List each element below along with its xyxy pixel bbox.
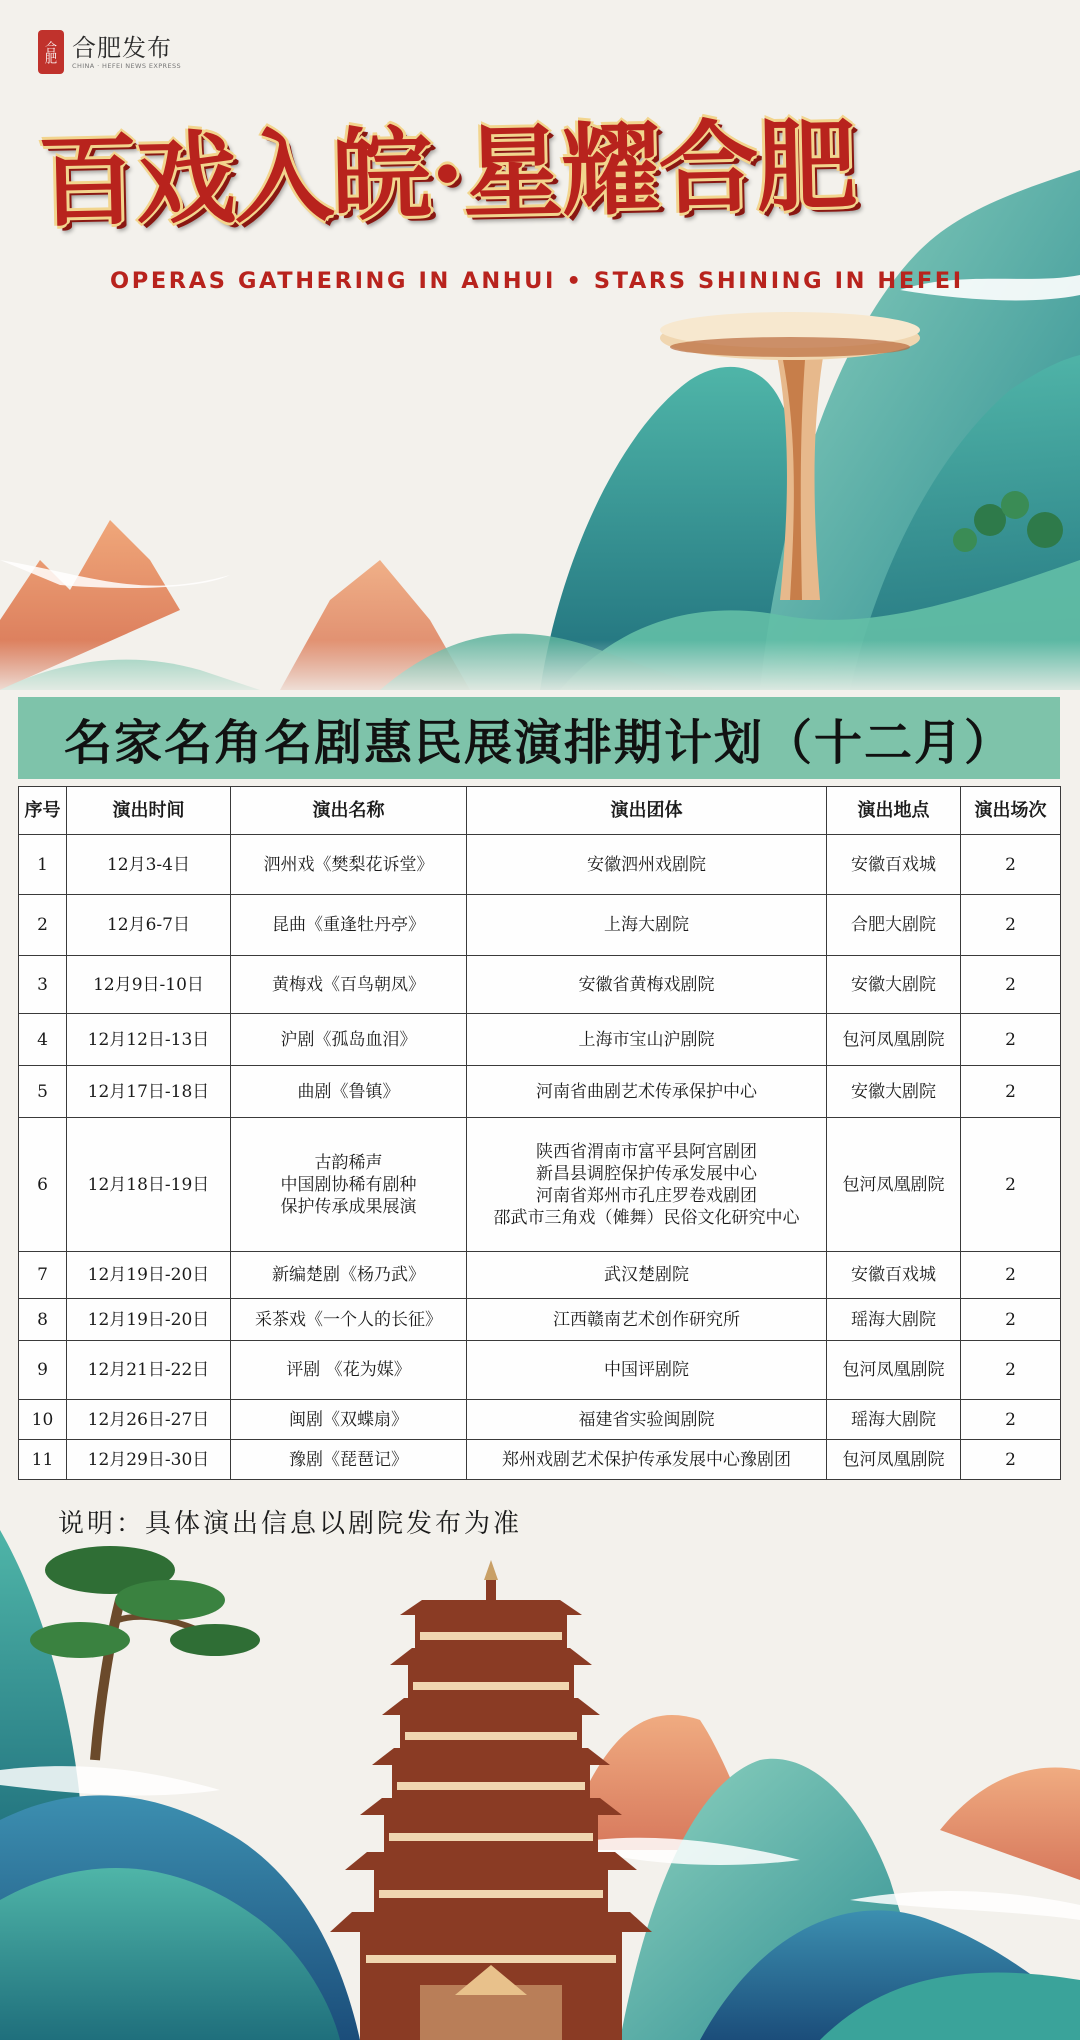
cell-venue: 包河凤凰剧院	[827, 1118, 961, 1252]
cell-venue: 安徽百戏城	[827, 835, 961, 895]
cell-time: 12月6-7日	[67, 895, 231, 956]
cell-name-line: 沪剧《孤岛血泪》	[280, 1029, 417, 1050]
cell-name-line: 保护传承成果展演	[280, 1196, 417, 1217]
cell-name-line: 采茶戏《一个人的长征》	[255, 1309, 442, 1330]
cell-name-line: 泗州戏《樊梨花诉堂》	[263, 854, 434, 875]
table-row	[19, 895, 1061, 956]
cell-troupe-line: 江西赣南艺术创作研究所	[553, 1309, 740, 1330]
schedule-title: 名家名角名剧惠民展演排期计划（十二月）	[63, 714, 1014, 771]
header-no: 序号	[19, 787, 67, 835]
cell-count: 2	[961, 1440, 1061, 1480]
table-row	[19, 1341, 1061, 1400]
cell-name	[231, 1400, 467, 1440]
cell-troupe-line: 郑州戏剧艺术保护传承发展中心豫剧团	[502, 1449, 791, 1470]
cell-troupe-line: 上海大剧院	[604, 915, 689, 935]
cell-name-line: 曲剧《鲁镇》	[297, 1081, 400, 1102]
cell-venue: 安徽百戏城	[827, 1252, 961, 1299]
cell-no: 6	[19, 1118, 67, 1252]
cell-troupe	[467, 1341, 827, 1400]
cell-name	[231, 1440, 467, 1480]
cell-no: 8	[19, 1299, 67, 1341]
cell-count: 2	[961, 1252, 1061, 1299]
cell-name	[231, 1014, 467, 1066]
cell-time: 12月19日-20日	[67, 1252, 231, 1299]
cell-no: 9	[19, 1341, 67, 1400]
cell-name-line: 古韵稀声	[314, 1152, 383, 1173]
cell-no: 10	[19, 1400, 67, 1440]
cell-troupe-line: 福建省实验闽剧院	[578, 1409, 715, 1430]
cell-troupe-line: 河南省郑州市孔庄罗卷戏剧团	[536, 1185, 757, 1206]
cell-time: 12月21日-22日	[67, 1341, 231, 1400]
header-troupe: 演出团体	[467, 787, 827, 835]
cell-troupe	[467, 1400, 827, 1440]
top-mountains	[0, 170, 1080, 690]
cell-count: 2	[961, 1014, 1061, 1066]
cell-count: 2	[961, 1066, 1061, 1118]
cell-name	[231, 1118, 467, 1252]
schedule-table-body	[19, 835, 1061, 1480]
table-row	[19, 1440, 1061, 1480]
cell-venue: 瑶海大剧院	[827, 1400, 961, 1440]
cell-troupe	[467, 1066, 827, 1118]
cell-venue: 包河凤凰剧院	[827, 1341, 961, 1400]
table-row	[19, 1299, 1061, 1341]
cell-name	[231, 1341, 467, 1400]
cell-name-line: 评剧 《花为媒》	[286, 1360, 411, 1380]
cell-name	[231, 1252, 467, 1299]
logo-seal-icon	[38, 30, 64, 74]
cell-time: 12月3-4日	[67, 835, 231, 895]
english-subtitle: OPERAS GATHERING IN ANHUI • STARS SHINING IN HEFEI	[110, 268, 964, 294]
header-time: 演出时间	[67, 787, 231, 835]
cell-venue: 包河凤凰剧院	[827, 1440, 961, 1480]
cell-count: 2	[961, 1299, 1061, 1341]
cell-troupe	[467, 1014, 827, 1066]
cell-venue: 安徽大剧院	[827, 1066, 961, 1118]
cell-count: 2	[961, 956, 1061, 1014]
table-row	[19, 1252, 1061, 1299]
cell-troupe-line: 武汉楚剧院	[604, 1265, 689, 1285]
cell-venue: 包河凤凰剧院	[827, 1014, 961, 1066]
cell-troupe	[467, 895, 827, 956]
cell-time: 12月26日-27日	[67, 1400, 231, 1440]
footnote: 说明：具体演出信息以剧院发布为准	[58, 1509, 523, 1539]
cell-troupe-line: 安徽省黄梅戏剧院	[578, 974, 715, 995]
table-row	[19, 1066, 1061, 1118]
table-row	[19, 1118, 1061, 1252]
cell-time: 12月29日-30日	[67, 1440, 231, 1480]
cell-troupe-line: 中国评剧院	[604, 1360, 689, 1380]
cell-troupe-line: 陕西省渭南市富平县阿宫剧团	[536, 1141, 757, 1162]
table-header-row	[19, 787, 1061, 835]
cell-count: 2	[961, 835, 1061, 895]
cell-name-line: 中国剧协稀有剧种	[280, 1174, 417, 1195]
header-count: 演出场次	[961, 787, 1061, 835]
cell-name-line: 昆曲《重逢牡丹亭》	[272, 915, 425, 935]
cell-count: 2	[961, 1341, 1061, 1400]
cell-count: 2	[961, 895, 1061, 956]
cell-name	[231, 895, 467, 956]
cell-time: 12月19日-20日	[67, 1299, 231, 1341]
cell-troupe-line: 邵武市三角戏（傩舞）民俗文化研究中心	[493, 1207, 800, 1228]
cell-troupe-line: 河南省曲剧艺术传承保护中心	[536, 1081, 757, 1102]
cell-no: 7	[19, 1252, 67, 1299]
cell-troupe	[467, 835, 827, 895]
cell-troupe	[467, 1299, 827, 1341]
hefei-fabu-logo	[38, 30, 181, 74]
cell-time: 12月12日-13日	[67, 1014, 231, 1066]
cell-name-line: 闽剧《双蝶扇》	[289, 1409, 408, 1430]
cell-troupe-line: 安徽泗州戏剧院	[587, 854, 706, 875]
table-row	[19, 1014, 1061, 1066]
cell-troupe-line: 新昌县调腔保护传承发展中心	[536, 1163, 757, 1184]
cell-no: 2	[19, 895, 67, 956]
cell-no: 5	[19, 1066, 67, 1118]
cell-name	[231, 1299, 467, 1341]
cell-no: 1	[19, 835, 67, 895]
table-row	[19, 956, 1061, 1014]
cell-troupe	[467, 1440, 827, 1480]
logo-subtitle: CHINA · HEFEI NEWS EXPRESS	[72, 62, 182, 70]
cell-name	[231, 1066, 467, 1118]
cell-time: 12月18日-19日	[67, 1118, 231, 1252]
cell-troupe	[467, 1118, 827, 1252]
cell-time: 12月17日-18日	[67, 1066, 231, 1118]
cell-venue: 安徽大剧院	[827, 956, 961, 1014]
cell-count: 2	[961, 1400, 1061, 1440]
cell-troupe	[467, 1252, 827, 1299]
cell-troupe-line: 上海市宝山沪剧院	[578, 1029, 715, 1050]
cell-name-line: 黄梅戏《百鸟朝凤》	[272, 974, 425, 995]
cell-venue: 瑶海大剧院	[827, 1299, 961, 1341]
cell-count: 2	[961, 1118, 1061, 1252]
schedule-banner	[18, 697, 1060, 779]
table-row	[19, 835, 1061, 895]
cell-troupe	[467, 956, 827, 1014]
cell-name-line: 新编楚剧《杨乃武》	[272, 1265, 425, 1285]
cell-name-line: 豫剧《琵琶记》	[289, 1449, 408, 1470]
cell-no: 4	[19, 1014, 67, 1066]
cell-no: 3	[19, 956, 67, 1014]
header-venue: 演出地点	[827, 787, 961, 835]
cell-venue: 合肥大剧院	[827, 895, 961, 956]
cell-name	[231, 956, 467, 1014]
logo-name: 合肥发布	[72, 34, 172, 62]
logo-seal-text: 合肥	[43, 41, 58, 63]
table-row	[19, 1400, 1061, 1440]
cell-name	[231, 835, 467, 895]
header-name: 演出名称	[231, 787, 467, 835]
schedule-table	[18, 786, 1061, 1480]
main-title: 百戏入皖·星耀合肥	[36, 105, 856, 241]
cell-no: 11	[19, 1440, 67, 1480]
cell-time: 12月9日-10日	[67, 956, 231, 1014]
